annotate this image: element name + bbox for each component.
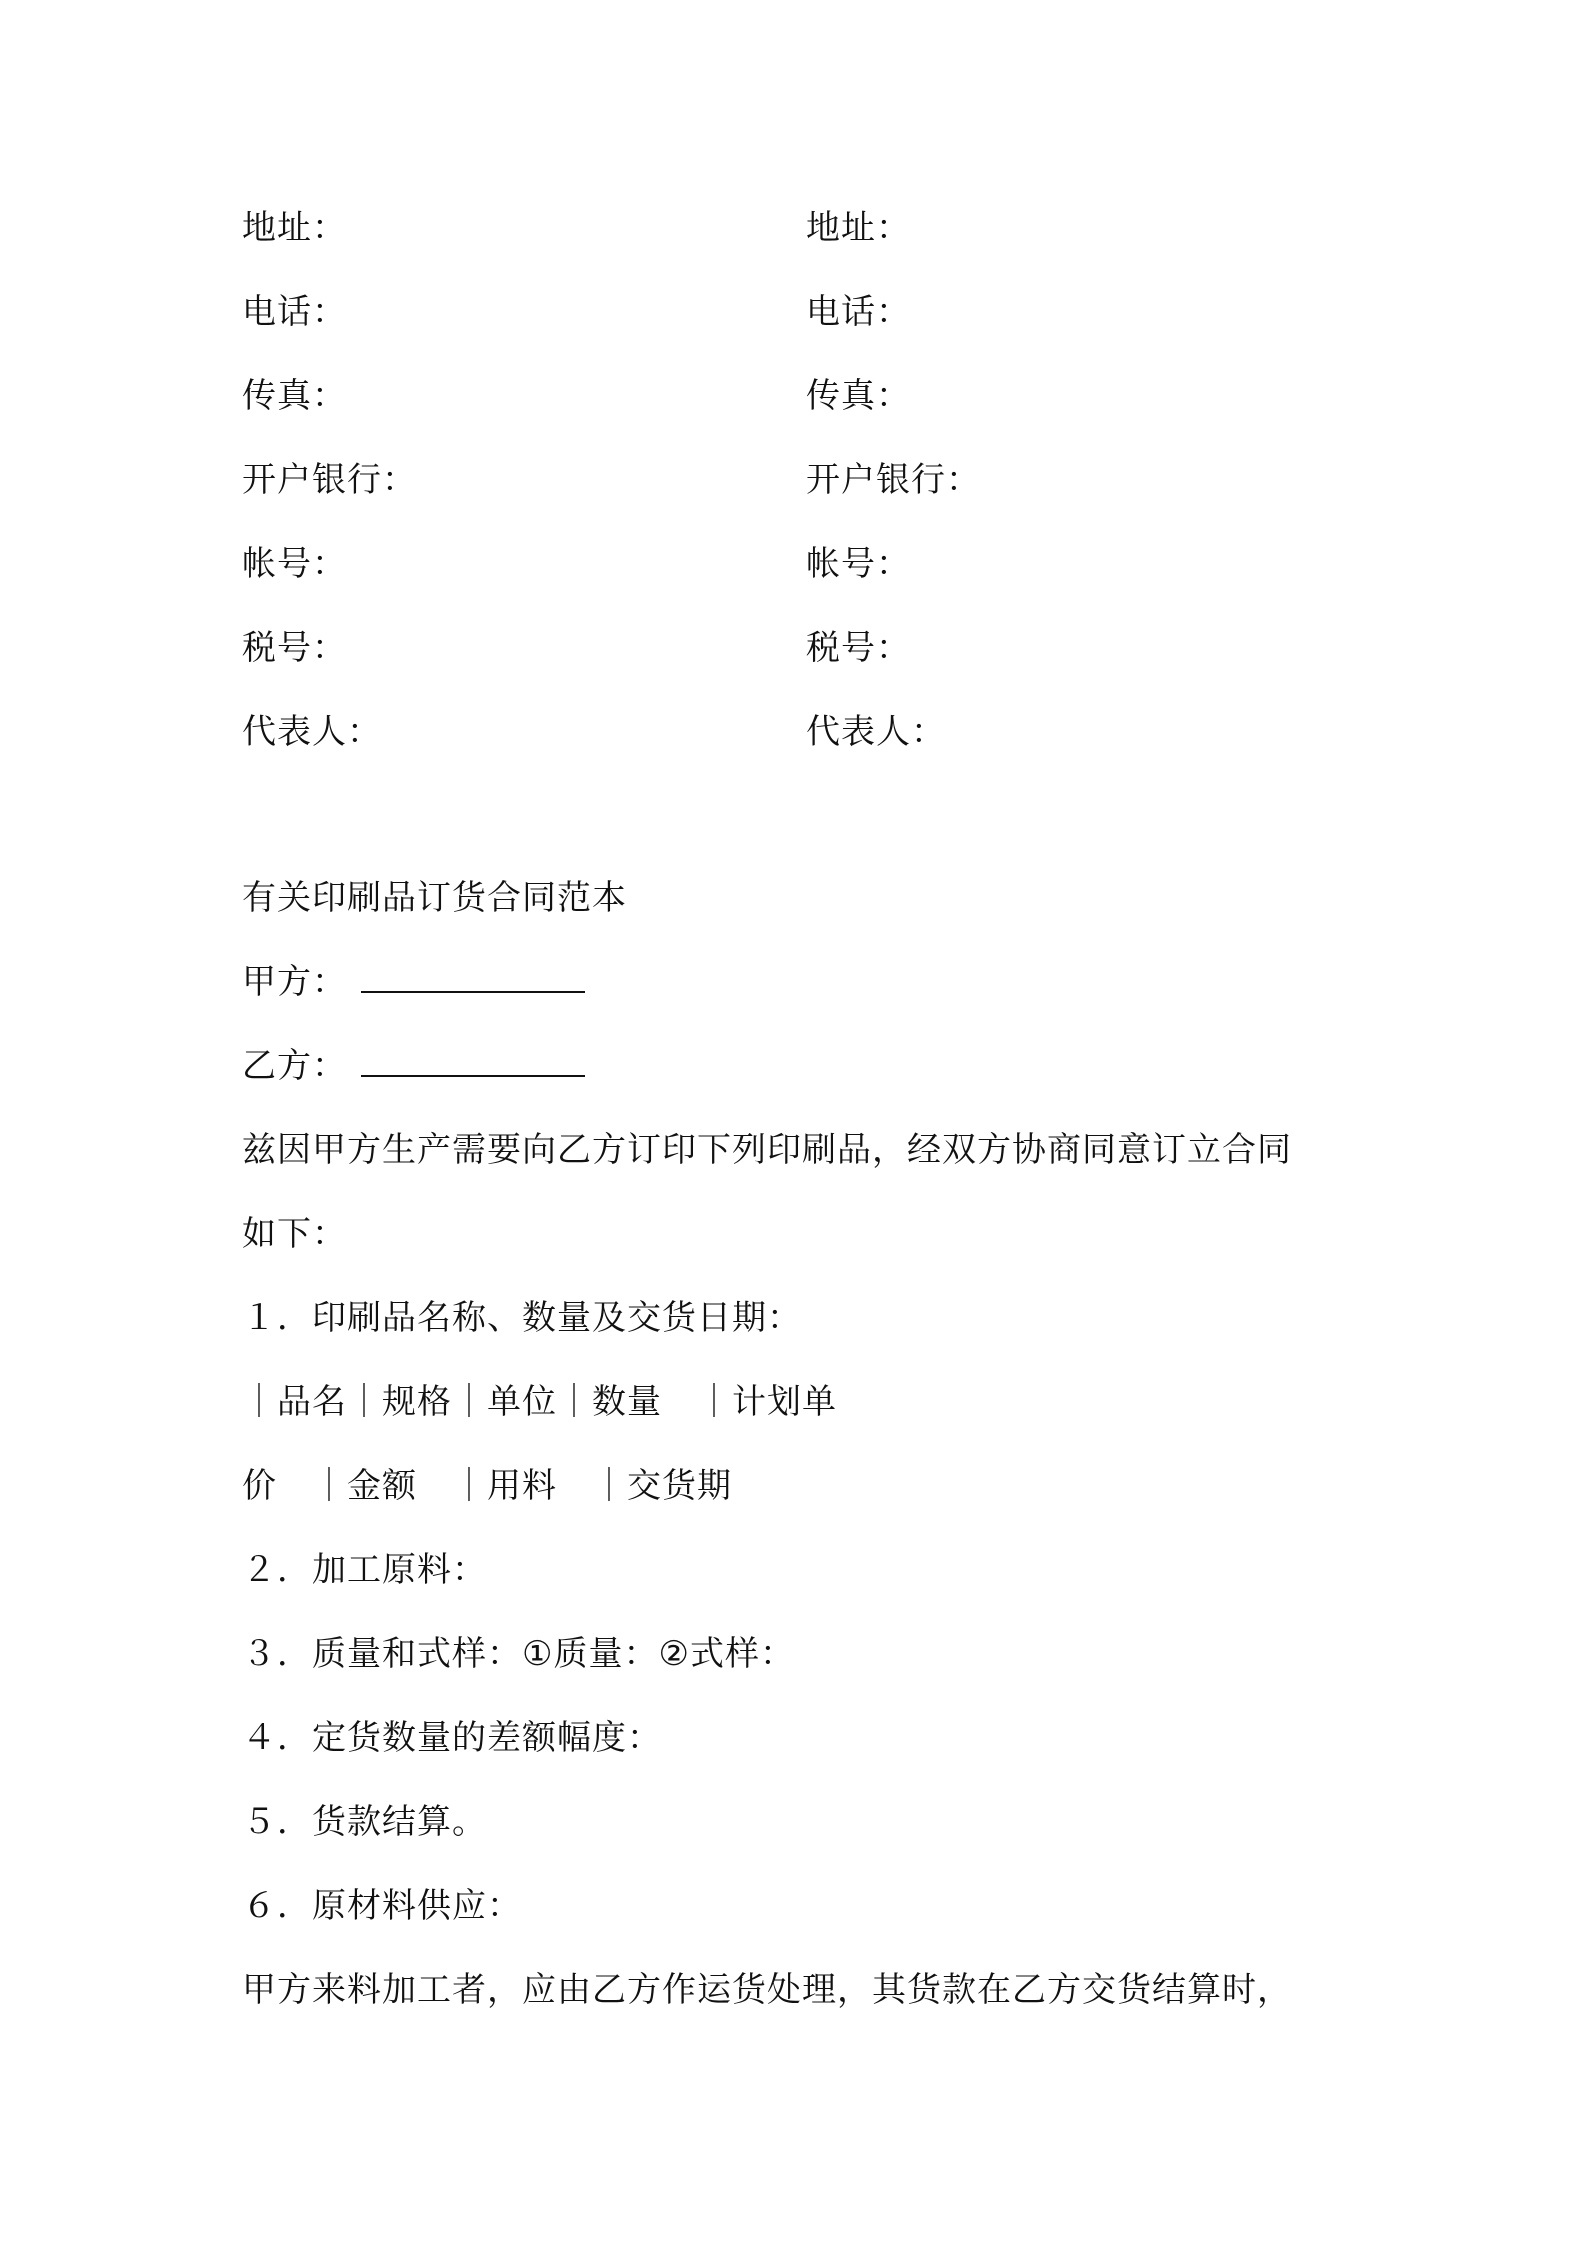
clause-6-text: 甲方来料加工者，应由乙方作运货处理，其货款在乙方交货结算时， <box>242 1970 1292 2010</box>
party-b-label: 乙方： <box>242 1046 347 1086</box>
left-account-label: 帐号： <box>242 544 347 584</box>
right-address-label: 地址： <box>806 208 911 248</box>
right-fax-label: 传真： <box>806 376 911 416</box>
clause-5: ５．货款结算。 <box>242 1802 487 1842</box>
intro-paragraph-line-1: 兹因甲方生产需要向乙方订印下列印刷品，经双方协商同意订立合同 <box>242 1130 1292 1170</box>
clause-6: ６．原材料供应： <box>242 1886 522 1926</box>
left-address-label: 地址： <box>242 208 347 248</box>
party-a-line <box>242 960 585 1004</box>
clause-4: ４．定货数量的差额幅度： <box>242 1718 662 1758</box>
party-b-line <box>242 1044 585 1088</box>
clause-1: １．印刷品名称、数量及交货日期： <box>242 1298 802 1338</box>
left-bank-label: 开户银行： <box>242 460 417 500</box>
table-header-row-2: 价 ｜金额 ｜用料 ｜交货期 <box>242 1466 732 1506</box>
table-header-row-1: ｜品名｜规格｜单位｜数量 ｜计划单 <box>242 1382 837 1422</box>
party-b-blank <box>361 1045 585 1077</box>
party-a-label: 甲方： <box>242 962 347 1002</box>
right-representative-label: 代表人： <box>806 712 946 752</box>
right-phone-label: 电话： <box>806 292 911 332</box>
contract-title: 有关印刷品订货合同范本 <box>242 878 627 918</box>
left-phone-label: 电话： <box>242 292 347 332</box>
left-tax-id-label: 税号： <box>242 628 347 668</box>
right-account-label: 帐号： <box>806 544 911 584</box>
intro-paragraph-line-2: 如下： <box>242 1214 347 1254</box>
clause-3: ３．质量和式样：①质量：②式样： <box>242 1634 795 1674</box>
right-tax-id-label: 税号： <box>806 628 911 668</box>
party-a-blank <box>361 961 585 993</box>
left-representative-label: 代表人： <box>242 712 382 752</box>
clause-2: ２．加工原料： <box>242 1550 487 1590</box>
left-fax-label: 传真： <box>242 376 347 416</box>
right-bank-label: 开户银行： <box>806 460 981 500</box>
